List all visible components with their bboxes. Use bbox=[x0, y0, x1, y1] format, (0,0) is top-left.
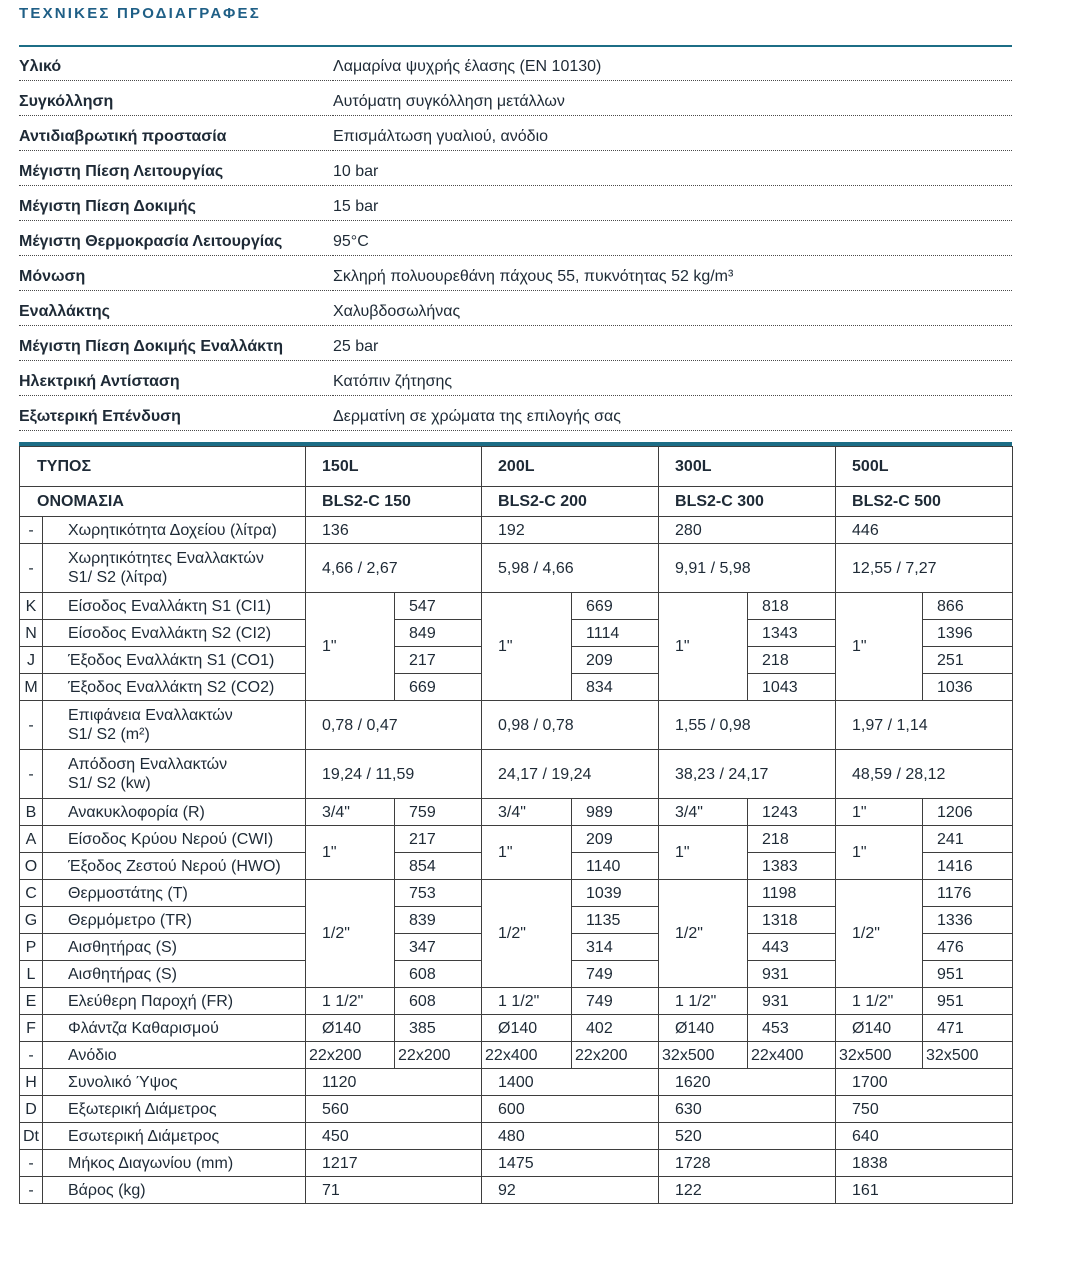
model-table bbox=[19, 446, 1013, 1204]
cell-value: 471 bbox=[923, 1015, 1013, 1042]
spec-key: Υλικό bbox=[19, 45, 333, 81]
dimension-row bbox=[20, 1150, 1013, 1177]
spec-row bbox=[19, 256, 1012, 291]
cell-value: 839 bbox=[395, 907, 482, 934]
cell-value: 1,97 / 1,14 bbox=[836, 701, 1013, 750]
spec-row bbox=[19, 151, 1012, 186]
cell-value: 1,55 / 0,98 bbox=[659, 701, 836, 750]
connection-size: 3/4" bbox=[659, 799, 748, 826]
row-code: Dt bbox=[20, 1123, 43, 1150]
row-label: Αισθητήρας (S) bbox=[43, 934, 306, 961]
row-code: L bbox=[20, 961, 43, 988]
row-code: G bbox=[20, 907, 43, 934]
cell-value: 630 bbox=[659, 1096, 836, 1123]
row-label: Έξοδος Εναλλάκτη S1 (CO1) bbox=[43, 647, 306, 674]
row-code: - bbox=[20, 750, 43, 799]
connection-size: Ø140 bbox=[306, 1015, 395, 1042]
cell-value: 608 bbox=[395, 961, 482, 988]
cell-value: 931 bbox=[748, 988, 836, 1015]
cell-value: 1114 bbox=[572, 620, 659, 647]
connection-size: 1 1/2" bbox=[836, 988, 923, 1015]
recirculation-row bbox=[20, 799, 1013, 826]
connection-size: 1" bbox=[482, 593, 572, 701]
cell-value: 1620 bbox=[659, 1069, 836, 1096]
cell-value: 217 bbox=[395, 647, 482, 674]
connection-size: 1/2" bbox=[659, 880, 748, 988]
spec-value: 15 bar bbox=[333, 186, 1012, 221]
cell-value: 92 bbox=[482, 1177, 659, 1204]
cell-value: 4,66 / 2,67 bbox=[306, 544, 482, 593]
cell-value: 854 bbox=[395, 853, 482, 880]
flange-row bbox=[20, 1015, 1013, 1042]
cell-value: 1700 bbox=[836, 1069, 1013, 1096]
row-code: C bbox=[20, 880, 43, 907]
cell-value: 1396 bbox=[923, 620, 1013, 647]
connection-size: 1" bbox=[836, 826, 923, 880]
spec-value: Κατόπιν ζήτησης bbox=[333, 361, 1012, 396]
row-label: Αισθητήρας (S) bbox=[43, 961, 306, 988]
type-header: 300L bbox=[659, 447, 836, 487]
connection-size: 1/2" bbox=[482, 880, 572, 988]
row-code: - bbox=[20, 1150, 43, 1177]
spec-row bbox=[19, 291, 1012, 326]
cell-value: 1383 bbox=[748, 853, 836, 880]
cell-value: 749 bbox=[572, 961, 659, 988]
cell-value: 1343 bbox=[748, 620, 836, 647]
cell-value: 753 bbox=[395, 880, 482, 907]
row-code: B bbox=[20, 799, 43, 826]
cell-value: 1043 bbox=[748, 674, 836, 701]
row-code: - bbox=[20, 544, 43, 593]
type-label: ΤΥΠΟΣ bbox=[20, 447, 306, 487]
cell-value: 453 bbox=[748, 1015, 836, 1042]
cell-value: 640 bbox=[836, 1123, 1013, 1150]
connection-size: 1" bbox=[306, 826, 395, 880]
cell-value: 951 bbox=[923, 961, 1013, 988]
row-code: - bbox=[20, 701, 43, 750]
cell-value: 71 bbox=[306, 1177, 482, 1204]
connection-size: 1" bbox=[306, 593, 395, 701]
row-label: Ανακυκλοφορία (R) bbox=[43, 799, 306, 826]
cell-value: 24,17 / 19,24 bbox=[482, 750, 659, 799]
cell-value: 9,91 / 5,98 bbox=[659, 544, 836, 593]
cell-value: 12,55 / 7,27 bbox=[836, 544, 1013, 593]
row-label-line: Χωρητικότητες Εναλλακτών bbox=[68, 550, 264, 567]
connection-size: 1" bbox=[482, 826, 572, 880]
dimension-row bbox=[20, 1123, 1013, 1150]
dimension-row bbox=[20, 1177, 1013, 1204]
anode-size: 32x500 bbox=[659, 1042, 748, 1069]
cell-value: 402 bbox=[572, 1015, 659, 1042]
anode-size: 22x200 bbox=[572, 1042, 659, 1069]
capacity-row bbox=[20, 517, 1013, 544]
free-flow-row bbox=[20, 988, 1013, 1015]
cell-value: 446 bbox=[836, 517, 1013, 544]
exchanger-output-row bbox=[20, 750, 1013, 799]
row-label: Φλάντζα Καθαρισμού bbox=[43, 1015, 306, 1042]
spec-value: 10 bar bbox=[333, 151, 1012, 186]
cell-value: 547 bbox=[395, 593, 482, 620]
cell-value: 19,24 / 11,59 bbox=[306, 750, 482, 799]
sensor-connection-row bbox=[20, 880, 1013, 907]
connection-size: 3/4" bbox=[482, 799, 572, 826]
row-code: K bbox=[20, 593, 43, 620]
row-label bbox=[43, 701, 306, 750]
cell-value: 560 bbox=[306, 1096, 482, 1123]
cell-value: 1336 bbox=[923, 907, 1013, 934]
cell-value: 600 bbox=[482, 1096, 659, 1123]
spec-row bbox=[19, 396, 1012, 431]
cell-value: 136 bbox=[306, 517, 482, 544]
cell-value: 818 bbox=[748, 593, 836, 620]
connection-size: 1" bbox=[659, 826, 748, 880]
cell-value: 1176 bbox=[923, 880, 1013, 907]
row-code: - bbox=[20, 517, 43, 544]
row-label: Είσοδος Κρύου Νερού (CWI) bbox=[43, 826, 306, 853]
spec-value: Αυτόματη συγκόλληση μετάλλων bbox=[333, 81, 1012, 116]
cell-value: 1140 bbox=[572, 853, 659, 880]
exchanger-surface-row bbox=[20, 701, 1013, 750]
cell-value: 759 bbox=[395, 799, 482, 826]
cell-value: 1416 bbox=[923, 853, 1013, 880]
name-label: ΟΝΟΜΑΣΙΑ bbox=[20, 487, 306, 517]
cell-value: 209 bbox=[572, 826, 659, 853]
cell-value: 251 bbox=[923, 647, 1013, 674]
cell-value: 385 bbox=[395, 1015, 482, 1042]
spec-key: Ηλεκτρική Αντίσταση bbox=[19, 361, 333, 396]
connection-size: 1 1/2" bbox=[306, 988, 395, 1015]
row-label-line: Απόδοση Εναλλακτών bbox=[68, 756, 228, 773]
connection-size: 1/2" bbox=[306, 880, 395, 988]
row-code: D bbox=[20, 1096, 43, 1123]
row-code: - bbox=[20, 1042, 43, 1069]
row-code: A bbox=[20, 826, 43, 853]
cell-value: 122 bbox=[659, 1177, 836, 1204]
spec-key: Εξωτερική Επένδυση bbox=[19, 396, 333, 431]
cell-value: 1217 bbox=[306, 1150, 482, 1177]
anode-size: 22x200 bbox=[306, 1042, 395, 1069]
connection-size: 1" bbox=[836, 593, 923, 701]
cell-value: 1135 bbox=[572, 907, 659, 934]
water-connection-row bbox=[20, 826, 1013, 853]
model-name: BLS2-C 200 bbox=[482, 487, 659, 517]
exchanger-connection-row bbox=[20, 593, 1013, 620]
cell-value: 1838 bbox=[836, 1150, 1013, 1177]
spec-value: Δερματίνη σε χρώματα της επιλογής σας bbox=[333, 396, 1012, 431]
anode-row bbox=[20, 1042, 1013, 1069]
spec-key: Μόνωση bbox=[19, 256, 333, 291]
connection-size: 1" bbox=[836, 799, 923, 826]
row-label-line: S1/ S2 (kw) bbox=[68, 775, 151, 792]
cell-value: 669 bbox=[395, 674, 482, 701]
connection-size: Ø140 bbox=[482, 1015, 572, 1042]
spec-row bbox=[19, 116, 1012, 151]
cell-value: 1120 bbox=[306, 1069, 482, 1096]
spec-key: Εναλλάκτης bbox=[19, 291, 333, 326]
anode-size: 22x400 bbox=[748, 1042, 836, 1069]
spec-row bbox=[19, 186, 1012, 221]
page-title: ΤΕΧΝΙΚΕΣ ΠΡΟΔΙΑΓΡΑΦΕΣ bbox=[19, 5, 261, 22]
cell-value: 161 bbox=[836, 1177, 1013, 1204]
dimension-row bbox=[20, 1096, 1013, 1123]
row-label: Είσοδος Εναλλάκτη S1 (CI1) bbox=[43, 593, 306, 620]
anode-size: 32x500 bbox=[836, 1042, 923, 1069]
cell-value: 1728 bbox=[659, 1150, 836, 1177]
model-name: BLS2-C 150 bbox=[306, 487, 482, 517]
cell-value: 241 bbox=[923, 826, 1013, 853]
cell-value: 217 bbox=[395, 826, 482, 853]
cell-value: 476 bbox=[923, 934, 1013, 961]
row-label: Είσοδος Εναλλάκτη S2 (CI2) bbox=[43, 620, 306, 647]
spec-table bbox=[19, 45, 1012, 431]
connection-size: 1" bbox=[659, 593, 748, 701]
row-label: Θερμοστάτης (T) bbox=[43, 880, 306, 907]
row-label bbox=[43, 750, 306, 799]
cell-value: 1198 bbox=[748, 880, 836, 907]
cell-value: 750 bbox=[836, 1096, 1013, 1123]
type-header: 500L bbox=[836, 447, 1013, 487]
cell-value: 48,59 / 28,12 bbox=[836, 750, 1013, 799]
spec-key: Μέγιστη Πίεση Δοκιμής bbox=[19, 186, 333, 221]
row-label: Χωρητικότητα Δοχείου (λίτρα) bbox=[43, 517, 306, 544]
spec-row bbox=[19, 81, 1012, 116]
cell-value: 0,78 / 0,47 bbox=[306, 701, 482, 750]
spec-value: 95°C bbox=[333, 221, 1012, 256]
cell-value: 989 bbox=[572, 799, 659, 826]
spec-key: Μέγιστη Πίεση Λειτουργίας bbox=[19, 151, 333, 186]
cell-value: 1036 bbox=[923, 674, 1013, 701]
row-code: H bbox=[20, 1069, 43, 1096]
cell-value: 209 bbox=[572, 647, 659, 674]
cell-value: 218 bbox=[748, 826, 836, 853]
spec-value: Χαλυβδοσωλήνας bbox=[333, 291, 1012, 326]
cell-value: 1206 bbox=[923, 799, 1013, 826]
row-code: P bbox=[20, 934, 43, 961]
cell-value: 1400 bbox=[482, 1069, 659, 1096]
cell-value: 314 bbox=[572, 934, 659, 961]
cell-value: 443 bbox=[748, 934, 836, 961]
name-row bbox=[20, 487, 1013, 517]
row-code: O bbox=[20, 853, 43, 880]
cell-value: 951 bbox=[923, 988, 1013, 1015]
type-header: 150L bbox=[306, 447, 482, 487]
row-label: Θερμόμετρο (TR) bbox=[43, 907, 306, 934]
row-label: Ανόδιο bbox=[43, 1042, 306, 1069]
row-label: Εξωτερική Διάμετρος bbox=[43, 1096, 306, 1123]
type-row bbox=[20, 447, 1013, 487]
cell-value: 1039 bbox=[572, 880, 659, 907]
spec-value: Λαμαρίνα ψυχρής έλασης (EN 10130) bbox=[333, 45, 1012, 81]
connection-size: 3/4" bbox=[306, 799, 395, 826]
cell-value: 280 bbox=[659, 517, 836, 544]
row-label: Μήκος Διαγωνίου (mm) bbox=[43, 1150, 306, 1177]
row-label: Συνολικό Ύψος bbox=[43, 1069, 306, 1096]
row-label: Ελεύθερη Παροχή (FR) bbox=[43, 988, 306, 1015]
connection-size: 1 1/2" bbox=[482, 988, 572, 1015]
row-code: M bbox=[20, 674, 43, 701]
cell-value: 866 bbox=[923, 593, 1013, 620]
row-label-line: S1/ S2 (λίτρα) bbox=[68, 569, 168, 586]
cell-value: 834 bbox=[572, 674, 659, 701]
anode-size: 22x400 bbox=[482, 1042, 572, 1069]
row-label: Εσωτερική Διάμετρος bbox=[43, 1123, 306, 1150]
cell-value: 38,23 / 24,17 bbox=[659, 750, 836, 799]
spec-value: Σκληρή πολυουρεθάνη πάχους 55, πυκνότητας 52 kg/m³ bbox=[333, 256, 1012, 291]
cell-value: 520 bbox=[659, 1123, 836, 1150]
anode-size: 22x200 bbox=[395, 1042, 482, 1069]
cell-value: 5,98 / 4,66 bbox=[482, 544, 659, 593]
spec-row bbox=[19, 361, 1012, 396]
spec-value: Επισμάλτωση γυαλιού, ανόδιο bbox=[333, 116, 1012, 151]
cell-value: 192 bbox=[482, 517, 659, 544]
row-label-line: Επιφάνεια Εναλλακτών bbox=[68, 707, 233, 724]
cell-value: 1318 bbox=[748, 907, 836, 934]
spec-row bbox=[19, 221, 1012, 256]
spec-key: Συγκόλληση bbox=[19, 81, 333, 116]
row-code: - bbox=[20, 1177, 43, 1204]
cell-value: 849 bbox=[395, 620, 482, 647]
anode-size: 32x500 bbox=[923, 1042, 1013, 1069]
spec-key: Αντιδιαβρωτική προστασία bbox=[19, 116, 333, 151]
cell-value: 218 bbox=[748, 647, 836, 674]
row-label: Βάρος (kg) bbox=[43, 1177, 306, 1204]
cell-value: 480 bbox=[482, 1123, 659, 1150]
connection-size: 1/2" bbox=[836, 880, 923, 988]
connection-size: Ø140 bbox=[659, 1015, 748, 1042]
cell-value: 1243 bbox=[748, 799, 836, 826]
connection-size: Ø140 bbox=[836, 1015, 923, 1042]
spec-key: Μέγιστη Θερμοκρασία Λειτουργίας bbox=[19, 221, 333, 256]
cell-value: 450 bbox=[306, 1123, 482, 1150]
spec-row bbox=[19, 45, 1012, 81]
dimension-row bbox=[20, 1069, 1013, 1096]
row-label: Έξοδος Εναλλάκτη S2 (CO2) bbox=[43, 674, 306, 701]
spec-key: Μέγιστη Πίεση Δοκιμής Εναλλάκτη bbox=[19, 326, 333, 361]
model-name: BLS2-C 300 bbox=[659, 487, 836, 517]
cell-value: 931 bbox=[748, 961, 836, 988]
row-label: Έξοδος Ζεστού Νερού (HWO) bbox=[43, 853, 306, 880]
row-label-line: S1/ S2 (m²) bbox=[68, 726, 150, 743]
model-name: BLS2-C 500 bbox=[836, 487, 1013, 517]
cell-value: 347 bbox=[395, 934, 482, 961]
row-label bbox=[43, 544, 306, 593]
spec-row bbox=[19, 326, 1012, 361]
cell-value: 1475 bbox=[482, 1150, 659, 1177]
exchanger-capacity-row bbox=[20, 544, 1013, 593]
row-code: E bbox=[20, 988, 43, 1015]
type-header: 200L bbox=[482, 447, 659, 487]
connection-size: 1 1/2" bbox=[659, 988, 748, 1015]
cell-value: 0,98 / 0,78 bbox=[482, 701, 659, 750]
row-code: N bbox=[20, 620, 43, 647]
cell-value: 608 bbox=[395, 988, 482, 1015]
row-code: F bbox=[20, 1015, 43, 1042]
cell-value: 669 bbox=[572, 593, 659, 620]
cell-value: 749 bbox=[572, 988, 659, 1015]
row-code: J bbox=[20, 647, 43, 674]
spec-value: 25 bar bbox=[333, 326, 1012, 361]
